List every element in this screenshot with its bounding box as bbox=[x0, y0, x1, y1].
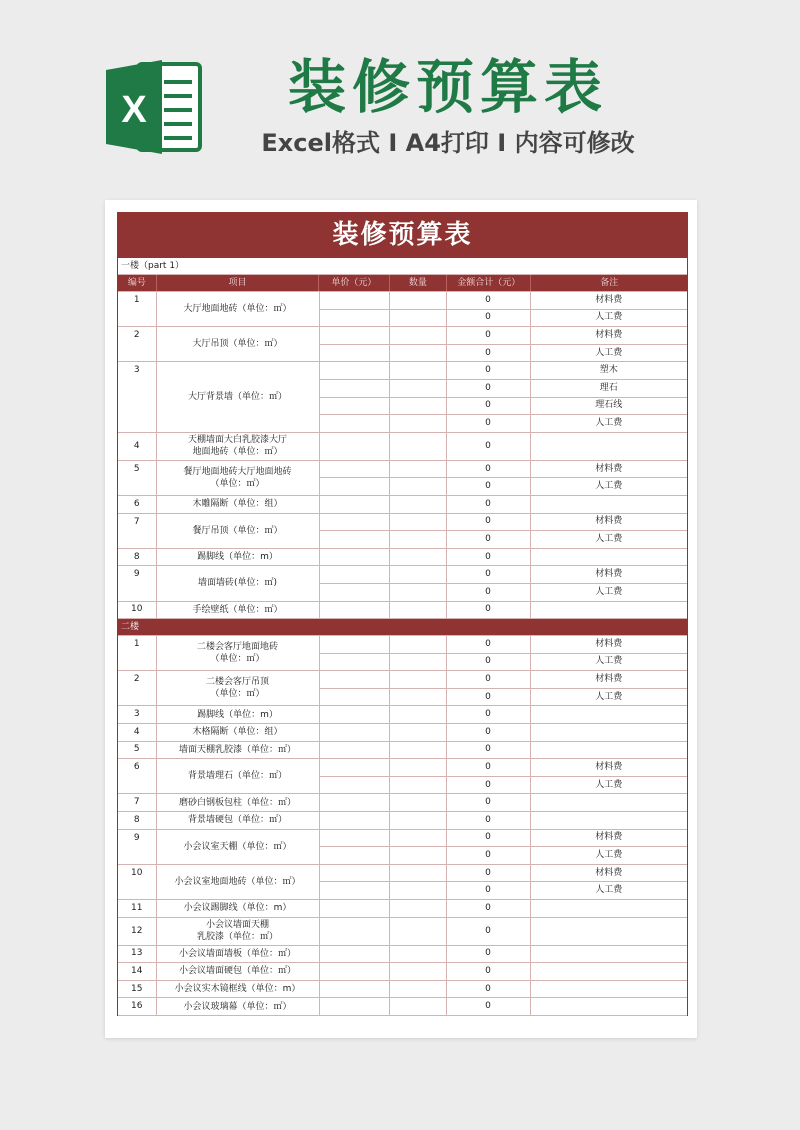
cell-item: 小会议墙面天棚 乳胶漆（单位：㎡） bbox=[156, 917, 319, 945]
cell-quantity bbox=[389, 653, 446, 671]
cell-note bbox=[530, 998, 687, 1016]
table-row bbox=[118, 362, 687, 380]
cell-number: 5 bbox=[118, 741, 156, 759]
table-row bbox=[118, 495, 687, 513]
cell-unit-price bbox=[319, 513, 389, 531]
table-row bbox=[118, 829, 687, 847]
cell-note: 人工费 bbox=[530, 531, 687, 549]
cell-note bbox=[530, 724, 687, 742]
cell-unit-price bbox=[319, 379, 389, 397]
cell-unit-price bbox=[319, 495, 389, 513]
cell-unit-price bbox=[319, 759, 389, 777]
cell-quantity bbox=[389, 980, 446, 998]
cell-quantity bbox=[389, 847, 446, 865]
cell-item: 木格隔断（单位：组） bbox=[156, 724, 319, 742]
cell-note: 材料费 bbox=[530, 566, 687, 584]
column-header: 数量 bbox=[390, 275, 448, 291]
cell-note bbox=[530, 741, 687, 759]
logo-letter: X bbox=[121, 89, 147, 131]
cell-unit-price bbox=[319, 847, 389, 865]
cell-amount: 0 bbox=[446, 601, 530, 619]
cell-amount: 0 bbox=[446, 379, 530, 397]
cell-unit-price bbox=[319, 998, 389, 1016]
cell-note: 材料费 bbox=[530, 864, 687, 882]
column-header: 项目 bbox=[157, 275, 320, 291]
table-row bbox=[118, 636, 687, 654]
table-row bbox=[118, 945, 687, 963]
cell-amount: 0 bbox=[446, 741, 530, 759]
cell-amount: 0 bbox=[446, 945, 530, 963]
cell-amount: 0 bbox=[446, 495, 530, 513]
cell-item: 墙面天棚乳胶漆（单位：㎡） bbox=[156, 741, 319, 759]
cell-amount: 0 bbox=[446, 531, 530, 549]
cell-number: 3 bbox=[118, 362, 156, 432]
cell-quantity bbox=[389, 706, 446, 724]
cell-number: 3 bbox=[118, 706, 156, 724]
cell-quantity bbox=[389, 945, 446, 963]
cell-item: 餐厅地面地砖大厅地面地砖 （单位：㎡） bbox=[156, 460, 319, 495]
cell-item: 小会议踢脚线（单位：m） bbox=[156, 900, 319, 918]
cell-number: 1 bbox=[118, 636, 156, 671]
table-row bbox=[118, 980, 687, 998]
cell-note bbox=[530, 945, 687, 963]
cell-note: 塑木 bbox=[530, 362, 687, 380]
cell-note: 理石 bbox=[530, 379, 687, 397]
cell-unit-price bbox=[319, 829, 389, 847]
cell-note: 人工费 bbox=[530, 847, 687, 865]
cell-unit-price bbox=[319, 460, 389, 478]
cell-unit-price bbox=[319, 362, 389, 380]
cell-item: 小会议室地面地砖（单位：㎡） bbox=[156, 864, 319, 899]
cell-quantity bbox=[389, 531, 446, 549]
cell-note bbox=[530, 706, 687, 724]
cell-item: 墙面墙砖(单位：㎡) bbox=[156, 566, 319, 601]
cell-quantity bbox=[389, 292, 446, 310]
cell-item: 小会议玻璃幕（单位：㎡） bbox=[156, 998, 319, 1016]
cell-amount: 0 bbox=[446, 900, 530, 918]
cell-item: 二楼会客厅吊顶 （单位：㎡） bbox=[156, 671, 319, 706]
cell-item: 小会议室天棚（单位：㎡） bbox=[156, 829, 319, 864]
cell-unit-price bbox=[319, 794, 389, 812]
budget-table bbox=[118, 635, 687, 1016]
cell-amount: 0 bbox=[446, 759, 530, 777]
cell-item: 小会议墙面墙板（单位：㎡） bbox=[156, 945, 319, 963]
cell-amount: 0 bbox=[446, 432, 530, 460]
cell-unit-price bbox=[319, 432, 389, 460]
cell-amount: 0 bbox=[446, 362, 530, 380]
cell-amount: 0 bbox=[446, 812, 530, 830]
table-row bbox=[118, 292, 687, 310]
cell-amount: 0 bbox=[446, 513, 530, 531]
cell-unit-price bbox=[319, 671, 389, 689]
cell-quantity bbox=[389, 362, 446, 380]
cell-unit-price bbox=[319, 945, 389, 963]
cell-quantity bbox=[389, 724, 446, 742]
cell-number: 7 bbox=[118, 513, 156, 548]
cell-amount: 0 bbox=[446, 636, 530, 654]
cell-amount: 0 bbox=[446, 688, 530, 706]
cell-note bbox=[530, 794, 687, 812]
cell-number: 4 bbox=[118, 432, 156, 460]
cell-note: 人工费 bbox=[530, 583, 687, 601]
table-row bbox=[118, 513, 687, 531]
cell-note: 人工费 bbox=[530, 415, 687, 433]
cell-unit-price bbox=[319, 531, 389, 549]
table-row bbox=[118, 794, 687, 812]
cell-quantity bbox=[389, 513, 446, 531]
cell-number: 16 bbox=[118, 998, 156, 1016]
cell-quantity bbox=[389, 688, 446, 706]
column-header: 金额合计（元） bbox=[447, 275, 531, 291]
table-row bbox=[118, 917, 687, 945]
cell-note: 材料费 bbox=[530, 292, 687, 310]
cell-note: 材料费 bbox=[530, 759, 687, 777]
cell-number: 8 bbox=[118, 548, 156, 566]
table-row bbox=[118, 812, 687, 830]
cell-number: 6 bbox=[118, 495, 156, 513]
cell-item: 天棚墙面大白乳胶漆大厅 地面地砖（单位：㎡） bbox=[156, 432, 319, 460]
table-body bbox=[118, 258, 687, 1016]
cell-note bbox=[530, 548, 687, 566]
cell-note bbox=[530, 917, 687, 945]
cell-note bbox=[530, 495, 687, 513]
cell-unit-price bbox=[319, 963, 389, 981]
cell-item: 踢脚线（单位：m） bbox=[156, 548, 319, 566]
cell-note: 人工费 bbox=[530, 688, 687, 706]
cell-amount: 0 bbox=[446, 292, 530, 310]
table-row bbox=[118, 548, 687, 566]
cell-number: 9 bbox=[118, 829, 156, 864]
cell-unit-price bbox=[319, 583, 389, 601]
table-row bbox=[118, 460, 687, 478]
cell-note: 人工费 bbox=[530, 882, 687, 900]
table-frame bbox=[117, 212, 688, 1016]
cell-number: 13 bbox=[118, 945, 156, 963]
cell-amount: 0 bbox=[446, 460, 530, 478]
cell-amount: 0 bbox=[446, 566, 530, 584]
cell-number: 10 bbox=[118, 864, 156, 899]
cell-note: 理石线 bbox=[530, 397, 687, 415]
cell-unit-price bbox=[319, 566, 389, 584]
cell-item: 踢脚线（单位：m） bbox=[156, 706, 319, 724]
cell-unit-price bbox=[319, 548, 389, 566]
cell-quantity bbox=[389, 327, 446, 345]
table-row bbox=[118, 759, 687, 777]
cell-unit-price bbox=[319, 882, 389, 900]
cell-amount: 0 bbox=[446, 478, 530, 496]
cell-amount: 0 bbox=[446, 671, 530, 689]
cell-amount: 0 bbox=[446, 344, 530, 362]
table-row bbox=[118, 327, 687, 345]
cell-unit-price bbox=[319, 478, 389, 496]
table-row bbox=[118, 671, 687, 689]
cell-quantity bbox=[389, 812, 446, 830]
cell-note: 人工费 bbox=[530, 478, 687, 496]
cell-amount: 0 bbox=[446, 864, 530, 882]
cell-unit-price bbox=[319, 309, 389, 327]
cell-unit-price bbox=[319, 636, 389, 654]
cell-unit-price bbox=[319, 741, 389, 759]
column-header: 备注 bbox=[600, 278, 619, 288]
cell-unit-price bbox=[319, 415, 389, 433]
table-row bbox=[118, 864, 687, 882]
cell-unit-price bbox=[319, 688, 389, 706]
cell-amount: 0 bbox=[446, 583, 530, 601]
cell-number: 4 bbox=[118, 724, 156, 742]
cell-unit-price bbox=[319, 900, 389, 918]
table-row bbox=[118, 998, 687, 1016]
cell-amount: 0 bbox=[446, 829, 530, 847]
cell-quantity bbox=[389, 548, 446, 566]
cell-amount: 0 bbox=[446, 724, 530, 742]
cell-unit-price bbox=[319, 980, 389, 998]
cell-unit-price bbox=[319, 864, 389, 882]
cell-number: 8 bbox=[118, 812, 156, 830]
cell-number: 1 bbox=[118, 292, 156, 327]
cell-amount: 0 bbox=[446, 548, 530, 566]
table-row bbox=[118, 566, 687, 584]
cell-number: 2 bbox=[118, 327, 156, 362]
cell-unit-price bbox=[319, 706, 389, 724]
cell-unit-price bbox=[319, 653, 389, 671]
cell-amount: 0 bbox=[446, 653, 530, 671]
table-row bbox=[118, 724, 687, 742]
cell-note: 人工费 bbox=[530, 309, 687, 327]
cell-amount: 0 bbox=[446, 847, 530, 865]
cell-quantity bbox=[389, 495, 446, 513]
cell-quantity bbox=[389, 309, 446, 327]
cell-note: 材料费 bbox=[530, 513, 687, 531]
table-row bbox=[118, 432, 687, 460]
cell-item: 手绘壁纸（单位：㎡） bbox=[156, 601, 319, 619]
cell-unit-price bbox=[319, 292, 389, 310]
cell-quantity bbox=[389, 882, 446, 900]
cell-note bbox=[530, 601, 687, 619]
cell-item: 背景墙理石（单位：㎡） bbox=[156, 759, 319, 794]
cell-amount: 0 bbox=[446, 794, 530, 812]
cell-quantity bbox=[389, 432, 446, 460]
column-header-row bbox=[118, 275, 687, 291]
table-row bbox=[118, 963, 687, 981]
table-row bbox=[118, 706, 687, 724]
cell-item: 二楼会客厅地面地砖 （单位：㎡） bbox=[156, 636, 319, 671]
cell-item: 木雕隔断（单位：组） bbox=[156, 495, 319, 513]
cell-number: 15 bbox=[118, 980, 156, 998]
cell-unit-price bbox=[319, 601, 389, 619]
table-row bbox=[118, 601, 687, 619]
cell-quantity bbox=[389, 741, 446, 759]
cell-quantity bbox=[389, 415, 446, 433]
table-row bbox=[118, 900, 687, 918]
cell-note: 人工费 bbox=[530, 653, 687, 671]
cell-quantity bbox=[389, 759, 446, 777]
cell-quantity bbox=[389, 344, 446, 362]
cell-amount: 0 bbox=[446, 917, 530, 945]
cell-quantity bbox=[389, 583, 446, 601]
cell-number: 11 bbox=[118, 900, 156, 918]
cell-number: 6 bbox=[118, 759, 156, 794]
cell-note: 人工费 bbox=[530, 344, 687, 362]
excel-logo-icon bbox=[104, 58, 204, 156]
cell-quantity bbox=[389, 478, 446, 496]
cell-quantity bbox=[389, 998, 446, 1016]
cell-unit-price bbox=[319, 917, 389, 945]
cell-quantity bbox=[389, 397, 446, 415]
cell-number: 2 bbox=[118, 671, 156, 706]
cell-unit-price bbox=[319, 327, 389, 345]
cell-amount: 0 bbox=[446, 706, 530, 724]
cell-quantity bbox=[389, 776, 446, 794]
cell-amount: 0 bbox=[446, 397, 530, 415]
cell-item: 磨砂白钢板包柱（单位：㎡） bbox=[156, 794, 319, 812]
cell-note: 材料费 bbox=[530, 829, 687, 847]
cell-quantity bbox=[389, 566, 446, 584]
cell-note bbox=[530, 980, 687, 998]
cell-item: 大厅背景墙（单位：㎡） bbox=[156, 362, 319, 432]
cell-note bbox=[530, 900, 687, 918]
cell-number: 14 bbox=[118, 963, 156, 981]
cell-item: 大厅地面地砖（单位：㎡） bbox=[156, 292, 319, 327]
cell-amount: 0 bbox=[446, 998, 530, 1016]
table-row bbox=[118, 741, 687, 759]
cell-quantity bbox=[389, 601, 446, 619]
cell-item: 背景墙硬包（单位：㎡） bbox=[156, 812, 319, 830]
cell-unit-price bbox=[319, 724, 389, 742]
cell-note: 人工费 bbox=[530, 776, 687, 794]
column-header: 编号 bbox=[118, 275, 157, 291]
budget-table bbox=[118, 291, 687, 619]
cell-quantity bbox=[389, 963, 446, 981]
page-subline: Excel格式 I A4打印 I 内容可修改 bbox=[261, 129, 635, 157]
cell-item: 大厅吊顶（单位：㎡） bbox=[156, 327, 319, 362]
cell-quantity bbox=[389, 671, 446, 689]
cell-note bbox=[530, 963, 687, 981]
cell-note: 材料费 bbox=[530, 327, 687, 345]
cell-amount: 0 bbox=[446, 415, 530, 433]
cell-note: 材料费 bbox=[530, 636, 687, 654]
cell-item: 小会议实木镜框线（单位：m） bbox=[156, 980, 319, 998]
cell-note bbox=[530, 432, 687, 460]
cell-amount: 0 bbox=[446, 980, 530, 998]
cell-unit-price bbox=[319, 812, 389, 830]
spreadsheet-preview bbox=[105, 200, 697, 1038]
cell-amount: 0 bbox=[446, 327, 530, 345]
cell-quantity bbox=[389, 379, 446, 397]
cell-quantity bbox=[389, 460, 446, 478]
page-headline: 装修预算表 bbox=[287, 53, 608, 121]
cell-quantity bbox=[389, 829, 446, 847]
cell-quantity bbox=[389, 636, 446, 654]
cell-number: 12 bbox=[118, 917, 156, 945]
cell-amount: 0 bbox=[446, 309, 530, 327]
cell-number: 7 bbox=[118, 794, 156, 812]
cell-unit-price bbox=[319, 776, 389, 794]
cell-quantity bbox=[389, 917, 446, 945]
cell-item: 小会议墙面硬包（单位：㎡） bbox=[156, 963, 319, 981]
cell-amount: 0 bbox=[446, 776, 530, 794]
cell-number: 10 bbox=[118, 601, 156, 619]
cell-quantity bbox=[389, 864, 446, 882]
cell-unit-price bbox=[319, 397, 389, 415]
cell-quantity bbox=[389, 794, 446, 812]
cell-number: 9 bbox=[118, 566, 156, 601]
cell-note: 材料费 bbox=[530, 460, 687, 478]
cell-amount: 0 bbox=[446, 882, 530, 900]
cell-note: 材料费 bbox=[530, 671, 687, 689]
section-label: 二楼 bbox=[118, 619, 687, 635]
sheet-title: 装修预算表 bbox=[118, 212, 687, 258]
cell-amount: 0 bbox=[446, 963, 530, 981]
cell-number: 5 bbox=[118, 460, 156, 495]
cell-quantity bbox=[389, 900, 446, 918]
cell-unit-price bbox=[319, 344, 389, 362]
cell-item: 餐厅吊顶（单位：㎡） bbox=[156, 513, 319, 548]
section-label: 一楼（part 1） bbox=[118, 258, 687, 275]
column-header: 单价（元） bbox=[319, 275, 389, 291]
cell-note bbox=[530, 812, 687, 830]
